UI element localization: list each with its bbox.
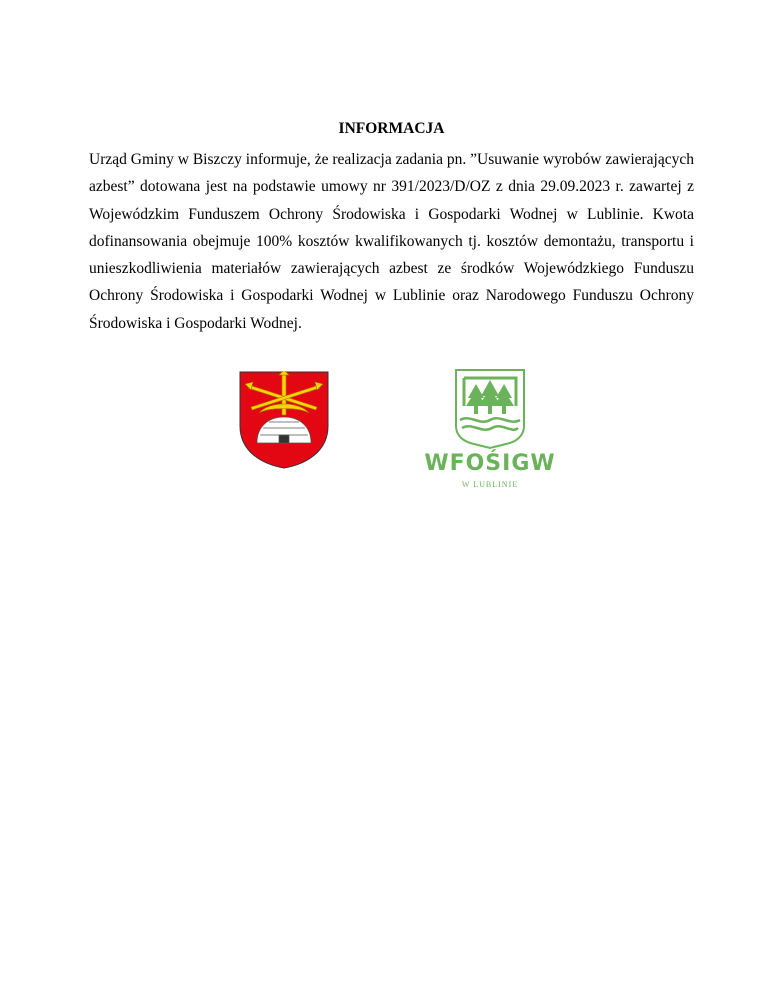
wfosigw-subtitle: W LUBLINIE bbox=[461, 480, 519, 489]
wfosigw-logo bbox=[420, 366, 560, 494]
document-title: INFORMACJA bbox=[338, 120, 445, 137]
coat-of-arms-logo bbox=[239, 371, 329, 469]
wfosigw-name: WFOŚIGW bbox=[424, 451, 556, 476]
document-paragraph: Urząd Gminy w Biszczy informuje, że realizacja zadania pn. ”Usuwanie wyrobów zawierających azbest” dotowana jest na podstawie umowy nr 391/2023/D/OZ z dnia 29.09.2023 r. zawartej z Wojewódzkim Funduszem Ochrony Środowiska i Gospodarki Wodnej w Lublinie. Kwota dofinansowania obejmuje 100% kosztów kwalifikowanych tj. kosztów demontażu, transportu i unieszkodliwienia materiałów zawierających azbest ze środków Wojewódzkiego Funduszu Ochrony Środowiska i Gospodarki Wodnej w Lublinie oraz Narodowego Funduszu Ochrony Środowiska i Gospodarki Wodnej. bbox=[89, 151, 694, 332]
forest-emblem-icon bbox=[420, 366, 560, 451]
